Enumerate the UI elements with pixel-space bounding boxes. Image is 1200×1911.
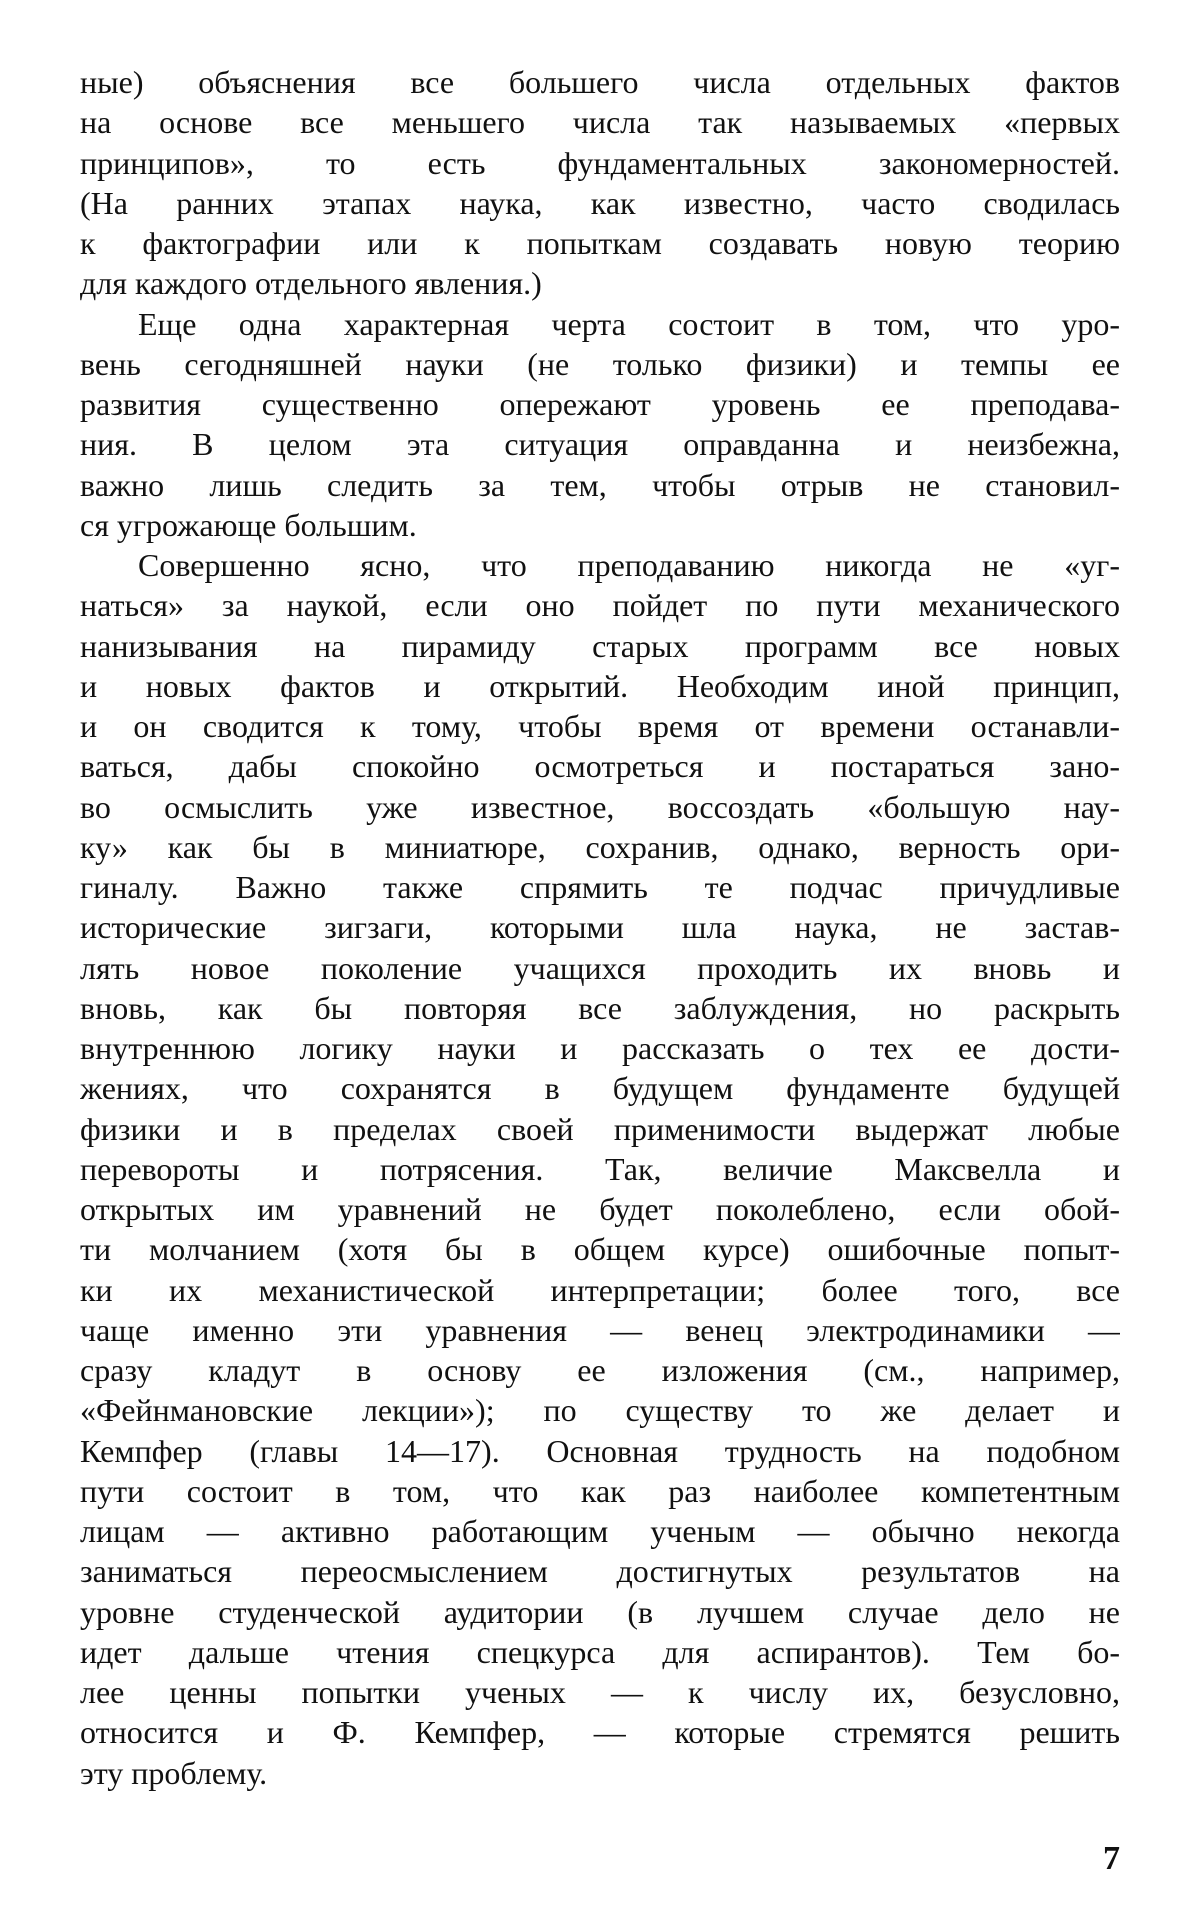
text-line: открытых им уравнений не будет поколеблено, если обой- — [80, 1191, 1120, 1227]
text-line: и новых фактов и открытий. Необходим иной принцип, — [80, 667, 1120, 704]
text-line: и он сводится к тому, чтобы время от времени останавли- — [80, 708, 1120, 744]
text-line: нанизывания на пирамиду старых программ все новых — [80, 627, 1120, 664]
text-line: к фактографии или к попыткам создавать новую теорию — [80, 225, 1120, 261]
text-line: ся угрожающе большим. — [80, 506, 417, 543]
text-line: ния. В целом эта ситуация оправданна и неизбежна, — [80, 426, 1120, 463]
text-line: чаще именно эти уравнения — венец электродинамики — — [80, 1311, 1120, 1348]
text-line: относится и Ф. Кемпфер, — которые стремятся решить — [80, 1714, 1120, 1751]
text-line: Еще одна характерная черта состоит в том, что уро- — [138, 305, 1120, 342]
text-line: идет дальше чтения спецкурса для аспирантов). Тем бо- — [80, 1633, 1120, 1670]
text-line: важно лишь следить за тем, чтобы отрыв не становил- — [80, 466, 1120, 503]
text-line: пути состоит в том, что как раз наиболее компетентным — [80, 1472, 1120, 1509]
text-line: ку» как бы в миниатюре, сохранив, однако, верность ори- — [80, 828, 1120, 865]
text-line: ваться, дабы спокойно осмотреться и постараться зано- — [80, 748, 1120, 785]
text-line: «Фейнмановские лекции»); по существу то же делает и — [80, 1392, 1120, 1429]
text-line: исторические зигзаги, которыми шла наука, не застав- — [80, 909, 1120, 946]
page-number: 7 — [1103, 1840, 1120, 1877]
text-line: (На ранних этапах наука, как известно, часто сводилась — [80, 184, 1120, 221]
paragraph — [80, 62, 1120, 304]
body-text — [80, 62, 1120, 1793]
text-line: лять новое поколение учащихся проходить их вновь и — [80, 949, 1120, 986]
paragraph — [80, 545, 1120, 1793]
text-line: уровне студенческой аудитории (в лучшем случае дело не — [80, 1593, 1120, 1630]
text-line: лее ценны попытки ученых — к числу их, безусловно, — [80, 1674, 1120, 1710]
text-line: внутреннюю логику науки и рассказать о тех ее дости- — [80, 1030, 1120, 1066]
text-line: сразу кладут в основу ее изложения (см., например, — [80, 1352, 1120, 1388]
text-line: ные) объяснения все большего числа отдельных фактов — [80, 64, 1120, 100]
text-line: на основе все меньшего числа так называемых «первых — [80, 104, 1120, 141]
text-line: жениях, что сохранятся в будущем фундаменте будущей — [80, 1070, 1120, 1107]
text-line: развития существенно опережают уровень ее преподава- — [80, 386, 1120, 422]
text-line: наться» за наукой, если оно пойдет по пути механического — [80, 587, 1120, 624]
text-line: вень сегодняшней науки (не только физики) и темпы ее — [80, 345, 1120, 382]
paragraph — [80, 304, 1120, 546]
text-line: ти молчанием (хотя бы в общем курсе) ошибочные попыт- — [80, 1231, 1120, 1268]
text-line: эту проблему. — [80, 1754, 268, 1791]
text-line: ки их механистической интерпретации; более того, все — [80, 1271, 1120, 1308]
text-line: Кемпфер (главы 14—17). Основная трудность на подобном — [80, 1432, 1120, 1469]
text-line: Совершенно ясно, что преподаванию никогда не «уг- — [138, 547, 1120, 583]
text-line: заниматься переосмыслением достигнутых результатов на — [80, 1553, 1120, 1590]
text-line: для каждого отдельного явления.) — [80, 265, 542, 302]
text-line: гиналу. Важно также спрямить те подчас причудливые — [80, 869, 1120, 905]
text-line: перевороты и потрясения. Так, величие Максвелла и — [80, 1150, 1120, 1187]
text-line: физики и в пределах своей применимости выдержат любые — [80, 1110, 1120, 1147]
text-line: лицам — активно работающим ученым — обычно некогда — [80, 1513, 1120, 1549]
book-page — [80, 62, 1120, 1877]
text-line: принципов», то есть фундаментальных закономерностей. — [80, 144, 1120, 181]
text-line: во осмыслить уже известное, воссоздать «большую нау- — [80, 788, 1120, 825]
text-line: вновь, как бы повторяя все заблуждения, но раскрыть — [80, 989, 1120, 1026]
